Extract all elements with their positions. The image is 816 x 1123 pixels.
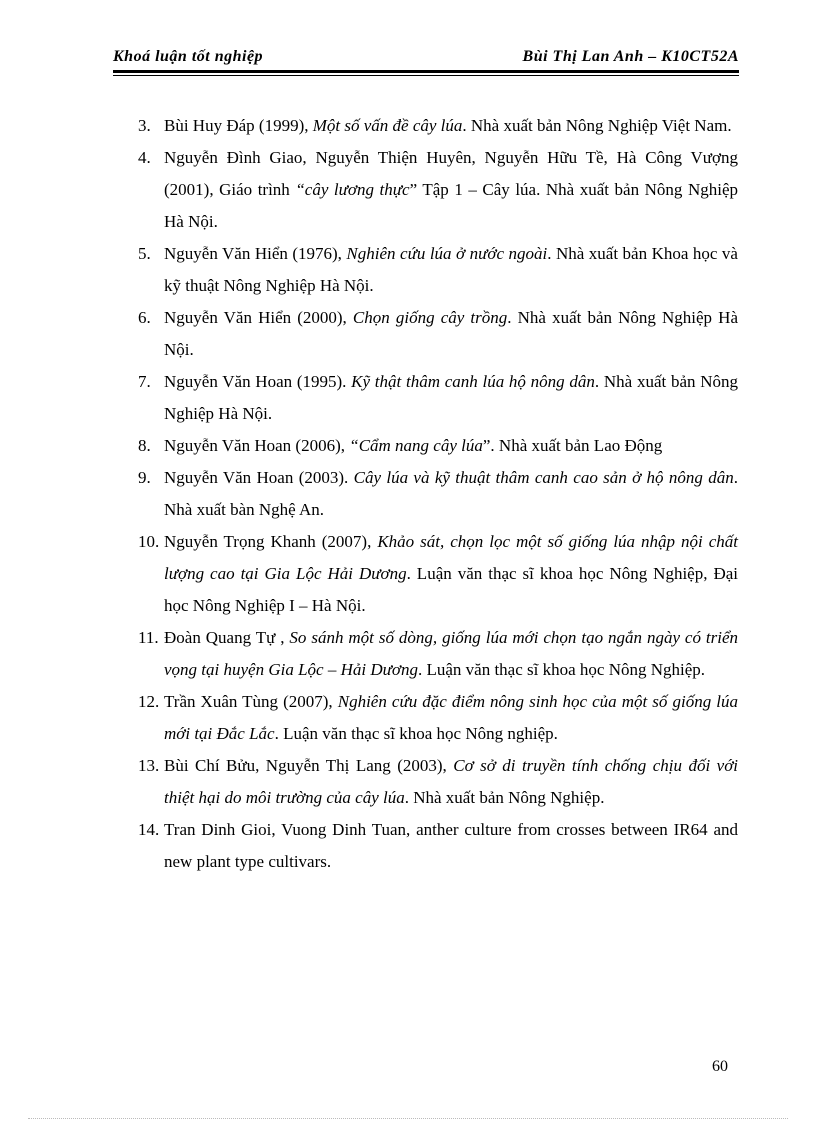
reference-item xyxy=(138,302,738,366)
header-author: Bùi Thị Lan Anh – K10CT52A xyxy=(522,48,739,65)
reference-title: “Cẩm nang cây lúa xyxy=(349,436,483,455)
reference-text: Nguyễn Đình Giao, Nguyễn Thiện Huyên, Nguyễn Hữu Tề, Hà Công Vượng (2001), Giáo trình xyxy=(164,148,738,199)
reference-item xyxy=(138,366,738,430)
reference-text: ”. Nhà xuất bản Lao Động xyxy=(482,436,663,455)
reference-item xyxy=(138,110,738,142)
reference-item xyxy=(138,430,738,462)
reference-text: . Luận văn thạc sĩ khoa học Nông nghiệp. xyxy=(274,724,558,743)
page-header xyxy=(113,44,739,74)
header-thesis-title: Khoá luận tốt nghiệp xyxy=(113,48,264,65)
reference-title: Kỹ thật thâm canh lúa hộ nông dân xyxy=(351,372,595,391)
reference-number: 10. xyxy=(138,532,160,551)
reference-text: . Nhà xuất bàn Nghệ An. xyxy=(164,468,738,519)
reference-number: 12. xyxy=(138,692,160,711)
reference-text: Bùi Huy Đáp (1999), xyxy=(164,116,313,135)
reference-title: Cây lúa và kỹ thuật thâm canh cao sản ở hộ nông dân xyxy=(353,468,734,487)
reference-text: . Luận văn thạc sĩ khoa học Nông Nghiệp. xyxy=(417,660,706,679)
reference-number: 14. xyxy=(138,820,160,839)
reference-title: Nghiên cứu đặc điểm nông sinh học của một số giống lúa mới tại Đắc Lắc xyxy=(164,692,739,743)
reference-number: 11. xyxy=(138,628,159,647)
reference-number: 6. xyxy=(138,308,151,327)
reference-item xyxy=(138,462,738,526)
reference-item xyxy=(138,750,738,814)
reference-item xyxy=(138,686,738,750)
reference-item xyxy=(138,238,738,302)
reference-title: Nghiên cứu lúa ở nước ngoài xyxy=(346,244,548,263)
reference-number: 9. xyxy=(138,468,151,487)
reference-title: Cơ sở di truyền tính chống chịu đối với thiệt hại do môi trường của cây lúa xyxy=(164,756,739,807)
reference-number: 8. xyxy=(138,436,151,455)
reference-text: Bùi Chí Bửu, Nguyễn Thị Lang (2003), xyxy=(164,756,454,775)
reference-title: Chọn giống cây trồng xyxy=(352,308,508,327)
reference-text: Nguyễn Văn Hoan (2006), xyxy=(164,436,350,455)
page-bottom-border xyxy=(28,1118,788,1119)
reference-text: Trần Xuân Tùng (2007), xyxy=(164,692,338,711)
reference-text: . Nhà xuất bản Khoa học và kỹ thuật Nông Nghiệp Hà Nội. xyxy=(164,244,738,295)
reference-title: Một số vấn đề cây lúa xyxy=(312,116,463,135)
reference-text: . Nhà xuất bản Nông Nghiệp. xyxy=(404,788,605,807)
header-rule-thin xyxy=(113,75,739,76)
reference-text: Nguyễn Văn Hoan (2003). xyxy=(164,468,354,487)
reference-item xyxy=(138,814,738,878)
reference-number: 5. xyxy=(138,244,151,263)
reference-item xyxy=(138,622,738,686)
reference-item xyxy=(138,142,738,238)
reference-list xyxy=(138,110,738,878)
reference-number: 13. xyxy=(138,756,160,775)
reference-number: 7. xyxy=(138,372,151,391)
reference-text: Đoàn Quang Tự , xyxy=(164,628,290,647)
reference-text: Tran Dinh Gioi, Vuong Dinh Tuan, anther culture from crosses between IR64 and new plant type cultivars. xyxy=(164,820,738,871)
reference-text: . Luận văn thạc sĩ khoa học Nông Nghiệp, Đại học Nông Nghiệp I – Hà Nội. xyxy=(164,564,738,615)
reference-text: Nguyễn Văn Hiển (2000), xyxy=(164,308,353,327)
reference-title: So sánh một số dòng, giống lúa mới chọn tạo ngắn ngày có triển vọng tại huyện Gia Lộc – Hải Dương xyxy=(164,628,739,679)
reference-text: Nguyễn Văn Hoan (1995). xyxy=(164,372,352,391)
reference-text: . Nhà xuất bản Nông Nghiệp Hà Nội. xyxy=(164,372,738,423)
reference-text: . Nhà xuất bản Nông Nghiệp Hà Nội. xyxy=(164,308,738,359)
reference-text: Nguyễn Trọng Khanh (2007), xyxy=(164,532,378,551)
reference-number: 4. xyxy=(138,148,151,167)
reference-number: 3. xyxy=(138,116,151,135)
reference-title: “cây lương thực xyxy=(295,180,410,199)
reference-text: Nguyễn Văn Hiển (1976), xyxy=(164,244,347,263)
page-number: 60 xyxy=(712,1058,728,1075)
header-rule-thick xyxy=(113,70,739,73)
reference-text: . Nhà xuất bản Nông Nghiệp Việt Nam. xyxy=(462,116,732,135)
reference-text: ” Tập 1 – Cây lúa. Nhà xuất bản Nông Nghiệp Hà Nội. xyxy=(164,180,738,231)
reference-item xyxy=(138,526,738,622)
reference-title: Khảo sát, chọn lọc một số giống lúa nhập nội chất lượng cao tại Gia Lộc Hải Dương xyxy=(164,532,739,583)
